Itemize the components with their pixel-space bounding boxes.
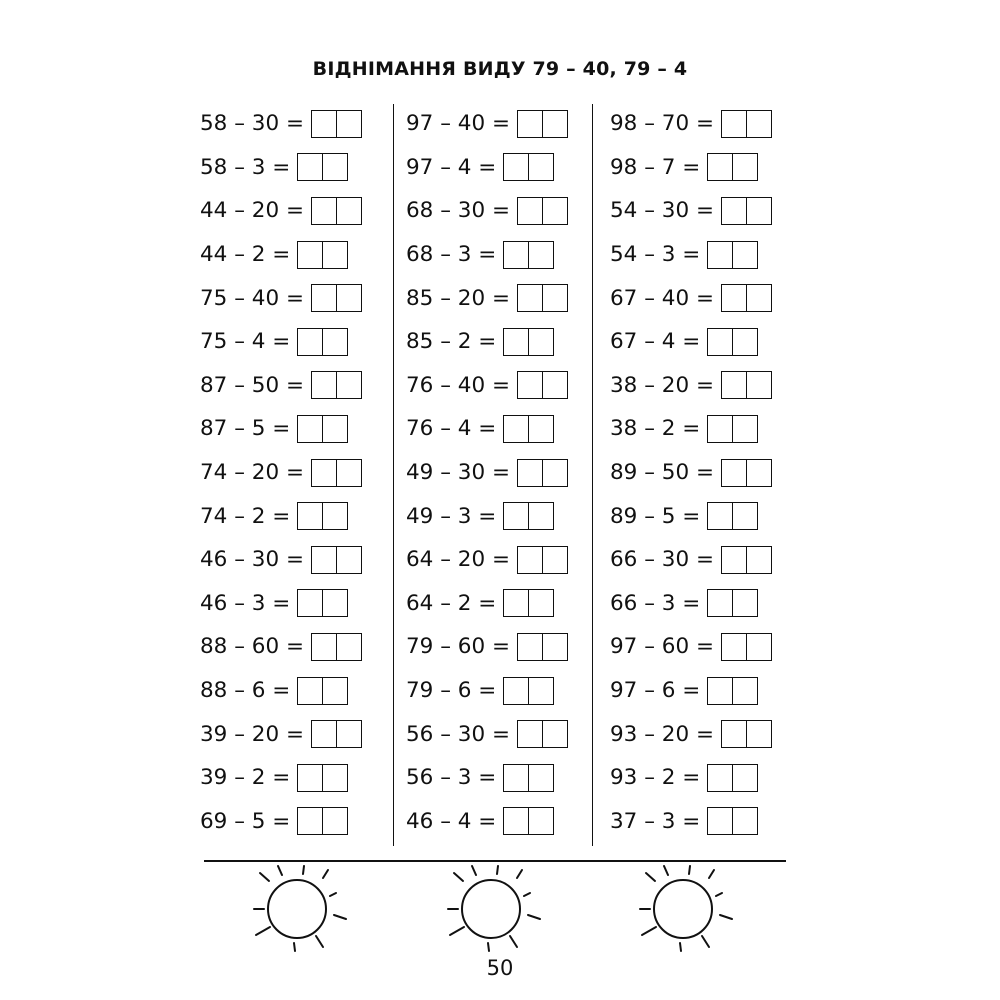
answer-digit-cell[interactable] (746, 547, 771, 573)
exercise-row (610, 669, 772, 713)
exercise-row (200, 189, 362, 233)
answer-digit-cell[interactable] (336, 372, 361, 398)
exercise-expression: 68 – 3 = (406, 242, 497, 268)
answer-digit-cell[interactable] (722, 460, 746, 486)
answer-box[interactable] (297, 415, 348, 443)
exercise-expression: 87 – 5 = (200, 416, 291, 442)
exercise-row (610, 189, 772, 233)
answer-box[interactable] (311, 284, 362, 312)
answer-digit-cell[interactable] (746, 721, 771, 747)
exercise-expression: 46 – 4 = (406, 808, 497, 834)
answer-box[interactable] (707, 328, 758, 356)
exercise-expression: 76 – 40 = (406, 372, 510, 398)
answer-box[interactable] (707, 677, 758, 705)
answer-digit-cell[interactable] (322, 678, 347, 704)
answer-box[interactable] (503, 502, 554, 530)
exercise-expression: 74 – 2 = (200, 503, 291, 529)
answer-box[interactable] (517, 546, 568, 574)
answer-box[interactable] (503, 328, 554, 356)
answer-digit-cell[interactable] (312, 198, 336, 224)
exercise-row (406, 233, 568, 277)
exercise-row (200, 756, 362, 800)
exercise-expression: 79 – 60 = (406, 634, 510, 660)
answer-digit-cell[interactable] (722, 372, 746, 398)
exercise-expression: 89 – 5 = (610, 503, 701, 529)
exercise-expression: 56 – 30 = (406, 721, 510, 747)
answer-digit-cell[interactable] (336, 285, 361, 311)
column-divider (592, 104, 593, 846)
answer-box[interactable] (503, 764, 554, 792)
exercise-expression: 97 – 4 = (406, 154, 497, 180)
answer-box[interactable] (721, 197, 772, 225)
exercise-row (610, 582, 772, 626)
answer-box[interactable] (311, 197, 362, 225)
exercise-expression: 74 – 20 = (200, 460, 304, 486)
exercise-row (200, 233, 362, 277)
exercise-row (200, 407, 362, 451)
answer-digit-cell[interactable] (746, 634, 771, 660)
sun-icon (436, 865, 546, 955)
exercise-row (200, 538, 362, 582)
answer-box[interactable] (517, 284, 568, 312)
answer-box[interactable] (721, 110, 772, 138)
answer-digit-cell[interactable] (336, 547, 361, 573)
exercise-expression: 97 – 40 = (406, 111, 510, 137)
answer-digit-cell[interactable] (504, 503, 528, 529)
exercise-row (406, 189, 568, 233)
exercise-row (610, 538, 772, 582)
answer-box[interactable] (721, 371, 772, 399)
exercise-expression: 98 – 70 = (610, 111, 714, 137)
answer-box[interactable] (721, 633, 772, 661)
answer-digit-cell[interactable] (708, 678, 732, 704)
answer-digit-cell[interactable] (312, 372, 336, 398)
exercise-row (406, 538, 568, 582)
exercise-row (200, 625, 362, 669)
exercise-row (200, 320, 362, 364)
exercise-expression: 64 – 20 = (406, 547, 510, 573)
answer-box[interactable] (503, 153, 554, 181)
answer-digit-cell[interactable] (518, 460, 542, 486)
exercise-row (406, 407, 568, 451)
exercise-row (406, 625, 568, 669)
answer-box[interactable] (297, 589, 348, 617)
answer-box[interactable] (707, 589, 758, 617)
answer-digit-cell[interactable] (298, 242, 322, 268)
exercise-expression: 64 – 2 = (406, 590, 497, 616)
exercise-row (406, 102, 568, 146)
answer-digit-cell[interactable] (746, 372, 771, 398)
sun-icon (628, 865, 738, 955)
answer-digit-cell[interactable] (298, 154, 322, 180)
exercise-row (610, 494, 772, 538)
exercise-row (406, 712, 568, 756)
answer-digit-cell[interactable] (312, 285, 336, 311)
page-title: ВІДНІМАННЯ ВИДУ 79 – 40, 79 – 4 (312, 58, 688, 80)
exercise-row (200, 712, 362, 756)
answer-digit-cell[interactable] (746, 198, 771, 224)
exercise-expression: 46 – 3 = (200, 590, 291, 616)
answer-box[interactable] (311, 720, 362, 748)
answer-digit-cell[interactable] (708, 329, 732, 355)
answer-digit-cell[interactable] (722, 721, 746, 747)
exercise-column-2 (406, 102, 568, 843)
exercise-expression: 58 – 3 = (200, 154, 291, 180)
answer-digit-cell[interactable] (322, 808, 347, 834)
answer-box[interactable] (297, 807, 348, 835)
exercise-expression: 93 – 20 = (610, 721, 714, 747)
answer-digit-cell[interactable] (732, 590, 757, 616)
answer-digit-cell[interactable] (542, 111, 567, 137)
answer-digit-cell[interactable] (322, 242, 347, 268)
answer-box[interactable] (721, 459, 772, 487)
answer-digit-cell[interactable] (732, 765, 757, 791)
answer-digit-cell[interactable] (732, 503, 757, 529)
answer-digit-cell[interactable] (322, 590, 347, 616)
answer-digit-cell[interactable] (542, 285, 567, 311)
exercise-row (200, 364, 362, 408)
exercise-expression: 46 – 30 = (200, 547, 304, 573)
answer-digit-cell[interactable] (722, 198, 746, 224)
exercise-row (406, 320, 568, 364)
exercise-expression: 37 – 3 = (610, 808, 701, 834)
answer-box[interactable] (297, 502, 348, 530)
exercise-row (610, 146, 772, 190)
answer-digit-cell[interactable] (732, 154, 757, 180)
answer-box[interactable] (517, 371, 568, 399)
exercise-row (610, 800, 772, 844)
column-divider (393, 104, 394, 846)
answer-digit-cell[interactable] (542, 634, 567, 660)
answer-digit-cell[interactable] (542, 547, 567, 573)
answer-digit-cell[interactable] (504, 416, 528, 442)
exercise-expression: 49 – 3 = (406, 503, 497, 529)
answer-box[interactable] (707, 502, 758, 530)
answer-digit-cell[interactable] (708, 808, 732, 834)
answer-digit-cell[interactable] (504, 808, 528, 834)
answer-digit-cell[interactable] (708, 503, 732, 529)
answer-box[interactable] (311, 546, 362, 574)
answer-digit-cell[interactable] (542, 372, 567, 398)
answer-digit-cell[interactable] (312, 634, 336, 660)
answer-digit-cell[interactable] (298, 678, 322, 704)
exercise-row (200, 451, 362, 495)
answer-digit-cell[interactable] (336, 634, 361, 660)
exercise-row (406, 756, 568, 800)
answer-digit-cell[interactable] (312, 547, 336, 573)
answer-digit-cell[interactable] (732, 416, 757, 442)
answer-box[interactable] (707, 153, 758, 181)
answer-digit-cell[interactable] (732, 678, 757, 704)
exercise-expression: 85 – 20 = (406, 285, 510, 311)
exercise-expression: 38 – 20 = (610, 372, 714, 398)
exercise-row (406, 276, 568, 320)
answer-digit-cell[interactable] (732, 242, 757, 268)
answer-digit-cell[interactable] (722, 111, 746, 137)
answer-digit-cell[interactable] (708, 154, 732, 180)
answer-box[interactable] (297, 764, 348, 792)
answer-digit-cell[interactable] (746, 285, 771, 311)
exercise-expression: 89 – 50 = (610, 460, 714, 486)
exercise-expression: 87 – 50 = (200, 372, 304, 398)
answer-digit-cell[interactable] (732, 329, 757, 355)
exercise-expression: 66 – 3 = (610, 590, 701, 616)
answer-digit-cell[interactable] (722, 285, 746, 311)
answer-digit-cell[interactable] (542, 460, 567, 486)
answer-digit-cell[interactable] (746, 460, 771, 486)
exercise-expression: 93 – 2 = (610, 765, 701, 791)
exercise-expression: 44 – 20 = (200, 198, 304, 224)
answer-box[interactable] (707, 807, 758, 835)
answer-box[interactable] (297, 153, 348, 181)
exercise-row (610, 364, 772, 408)
answer-digit-cell[interactable] (322, 329, 347, 355)
answer-digit-cell[interactable] (708, 416, 732, 442)
answer-digit-cell[interactable] (528, 503, 553, 529)
answer-box[interactable] (503, 677, 554, 705)
answer-digit-cell[interactable] (528, 416, 553, 442)
exercise-expression: 67 – 40 = (610, 285, 714, 311)
answer-digit-cell[interactable] (336, 198, 361, 224)
answer-box[interactable] (311, 110, 362, 138)
exercise-expression: 97 – 60 = (610, 634, 714, 660)
exercise-row (610, 233, 772, 277)
answer-digit-cell[interactable] (708, 590, 732, 616)
answer-digit-cell[interactable] (518, 285, 542, 311)
answer-digit-cell[interactable] (298, 416, 322, 442)
exercise-row (610, 756, 772, 800)
exercise-expression: 98 – 7 = (610, 154, 701, 180)
page-number: 50 (486, 956, 514, 980)
exercise-expression: 75 – 40 = (200, 285, 304, 311)
exercise-row (610, 625, 772, 669)
answer-box[interactable] (517, 633, 568, 661)
answer-digit-cell[interactable] (722, 634, 746, 660)
exercise-row (610, 276, 772, 320)
exercise-expression: 44 – 2 = (200, 242, 291, 268)
exercise-row (200, 669, 362, 713)
exercise-expression: 68 – 30 = (406, 198, 510, 224)
answer-digit-cell[interactable] (528, 590, 553, 616)
exercise-row (406, 669, 568, 713)
answer-digit-cell[interactable] (298, 503, 322, 529)
exercise-expression: 79 – 6 = (406, 678, 497, 704)
answer-box[interactable] (707, 241, 758, 269)
sun-icon (242, 865, 352, 955)
answer-digit-cell[interactable] (322, 503, 347, 529)
exercise-row (610, 102, 772, 146)
ground-line (204, 860, 786, 862)
exercise-row (610, 320, 772, 364)
answer-digit-cell[interactable] (708, 242, 732, 268)
exercise-expression: 58 – 30 = (200, 111, 304, 137)
answer-box[interactable] (707, 764, 758, 792)
answer-digit-cell[interactable] (504, 590, 528, 616)
exercise-row (610, 712, 772, 756)
answer-box[interactable] (721, 720, 772, 748)
answer-digit-cell[interactable] (504, 678, 528, 704)
exercise-expression: 56 – 3 = (406, 765, 497, 791)
answer-digit-cell[interactable] (518, 721, 542, 747)
exercise-expression: 49 – 30 = (406, 460, 510, 486)
answer-box[interactable] (517, 720, 568, 748)
exercise-expression: 54 – 30 = (610, 198, 714, 224)
answer-digit-cell[interactable] (528, 765, 553, 791)
exercise-expression: 75 – 4 = (200, 329, 291, 355)
answer-digit-cell[interactable] (298, 329, 322, 355)
exercise-row (406, 582, 568, 626)
exercise-row (200, 146, 362, 190)
exercise-column-3 (610, 102, 772, 843)
answer-digit-cell[interactable] (732, 808, 757, 834)
answer-digit-cell[interactable] (528, 329, 553, 355)
exercise-expression: 69 – 5 = (200, 808, 291, 834)
answer-digit-cell[interactable] (298, 590, 322, 616)
exercise-expression: 76 – 4 = (406, 416, 497, 442)
answer-digit-cell[interactable] (518, 547, 542, 573)
exercise-expression: 67 – 4 = (610, 329, 701, 355)
exercise-expression: 88 – 6 = (200, 678, 291, 704)
answer-digit-cell[interactable] (542, 721, 567, 747)
answer-box[interactable] (721, 546, 772, 574)
answer-box[interactable] (297, 241, 348, 269)
answer-digit-cell[interactable] (528, 242, 553, 268)
answer-box[interactable] (503, 589, 554, 617)
exercise-expression: 39 – 20 = (200, 721, 304, 747)
exercise-expression: 85 – 2 = (406, 329, 497, 355)
answer-digit-cell[interactable] (746, 111, 771, 137)
answer-digit-cell[interactable] (298, 765, 322, 791)
exercise-row (610, 407, 772, 451)
exercise-expression: 88 – 60 = (200, 634, 304, 660)
exercise-row (406, 451, 568, 495)
answer-digit-cell[interactable] (504, 329, 528, 355)
exercise-row (610, 451, 772, 495)
exercise-row (200, 276, 362, 320)
answer-digit-cell[interactable] (518, 198, 542, 224)
answer-box[interactable] (311, 371, 362, 399)
answer-digit-cell[interactable] (528, 678, 553, 704)
answer-box[interactable] (517, 110, 568, 138)
answer-box[interactable] (311, 633, 362, 661)
answer-digit-cell[interactable] (336, 460, 361, 486)
answer-digit-cell[interactable] (322, 154, 347, 180)
answer-digit-cell[interactable] (518, 111, 542, 137)
answer-box[interactable] (517, 197, 568, 225)
exercise-row (406, 800, 568, 844)
answer-box[interactable] (503, 241, 554, 269)
answer-digit-cell[interactable] (504, 765, 528, 791)
exercise-expression: 97 – 6 = (610, 678, 701, 704)
answer-digit-cell[interactable] (528, 808, 553, 834)
answer-digit-cell[interactable] (336, 111, 361, 137)
exercise-column-1 (200, 102, 362, 843)
answer-digit-cell[interactable] (504, 242, 528, 268)
exercise-row (406, 494, 568, 538)
answer-digit-cell[interactable] (322, 765, 347, 791)
answer-digit-cell[interactable] (722, 547, 746, 573)
answer-box[interactable] (503, 415, 554, 443)
answer-digit-cell[interactable] (708, 765, 732, 791)
answer-digit-cell[interactable] (322, 416, 347, 442)
exercise-row (406, 146, 568, 190)
exercise-row (200, 800, 362, 844)
exercise-row (406, 364, 568, 408)
answer-digit-cell[interactable] (518, 634, 542, 660)
answer-box[interactable] (517, 459, 568, 487)
exercise-row (200, 494, 362, 538)
answer-box[interactable] (297, 328, 348, 356)
answer-digit-cell[interactable] (504, 154, 528, 180)
answer-digit-cell[interactable] (542, 198, 567, 224)
exercise-row (200, 582, 362, 626)
exercise-row (200, 102, 362, 146)
exercise-expression: 54 – 3 = (610, 242, 701, 268)
exercise-expression: 66 – 30 = (610, 547, 714, 573)
answer-digit-cell[interactable] (312, 460, 336, 486)
answer-digit-cell[interactable] (528, 154, 553, 180)
answer-box[interactable] (707, 415, 758, 443)
answer-digit-cell[interactable] (298, 808, 322, 834)
exercise-expression: 39 – 2 = (200, 765, 291, 791)
answer-box[interactable] (297, 677, 348, 705)
answer-box[interactable] (311, 459, 362, 487)
answer-digit-cell[interactable] (312, 111, 336, 137)
exercise-expression: 38 – 2 = (610, 416, 701, 442)
answer-digit-cell[interactable] (312, 721, 336, 747)
answer-digit-cell[interactable] (518, 372, 542, 398)
answer-box[interactable] (721, 284, 772, 312)
answer-box[interactable] (503, 807, 554, 835)
answer-digit-cell[interactable] (336, 721, 361, 747)
